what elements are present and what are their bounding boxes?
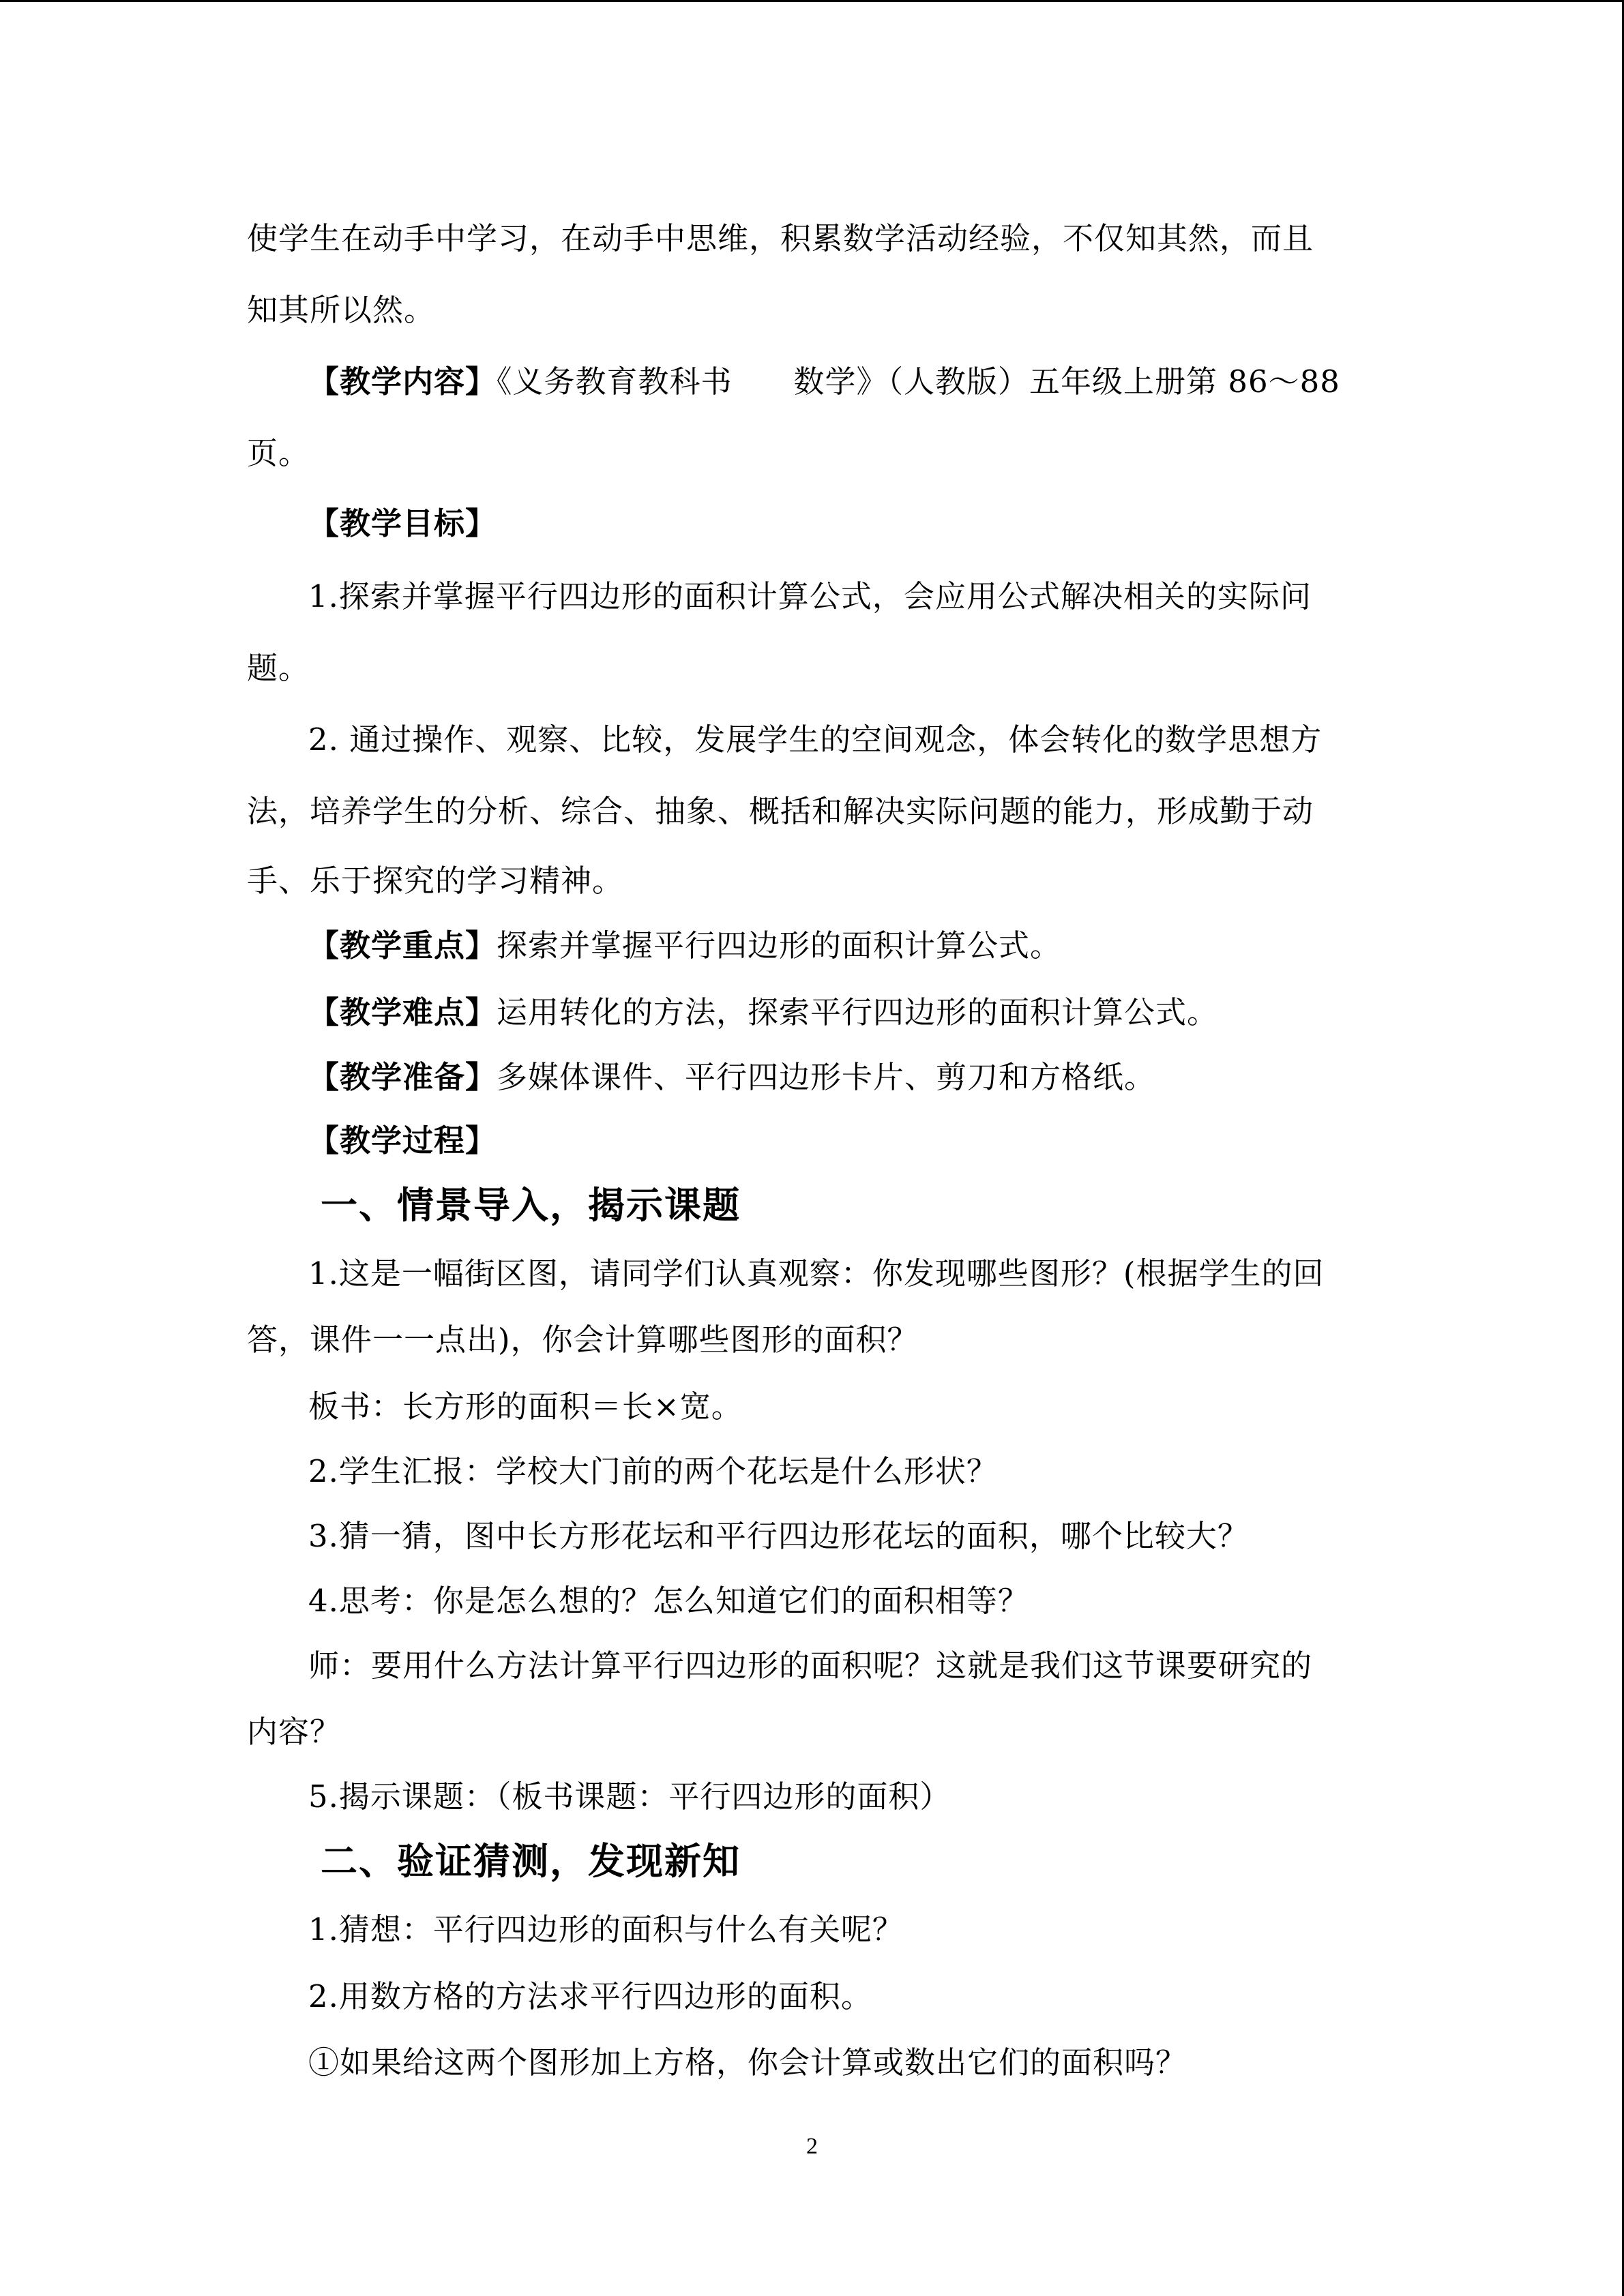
section-1-item: 1.这是一幅街区图，请同学们认真观察：你发现哪些图形？(根据学生的回 bbox=[308, 1255, 1325, 1292]
teaching-content-text-a: 《义务教育教科书 bbox=[497, 363, 733, 400]
section-1-item: 2.学生汇报：学校大门前的两个花坛是什么形状？ bbox=[308, 1453, 998, 1489]
board-note: 板书：长方形的面积＝长×宽。 bbox=[308, 1388, 743, 1425]
preparation-text: 多媒体课件、平行四边形卡片、剪刀和方格纸。 bbox=[497, 1059, 1156, 1095]
page-border-top bbox=[0, 0, 1624, 2]
teaching-content bbox=[308, 361, 1340, 402]
goal-1-line: 1.探索并掌握平行四边形的面积计算公式，会应用公式解决相关的实际问 bbox=[308, 578, 1312, 614]
section-2-heading: 二、验证猜测，发现新知 bbox=[321, 1840, 741, 1883]
difficulty-label: 【教学难点】 bbox=[308, 994, 497, 1030]
teacher-line: 内容？ bbox=[247, 1714, 342, 1750]
section-1-heading: 一、情景导入，揭示课题 bbox=[321, 1184, 741, 1227]
section-1-item: 5.揭示课题：（板书课题：平行四边形的面积） bbox=[308, 1778, 951, 1815]
teaching-process-label: 【教学过程】 bbox=[308, 1122, 497, 1159]
page-number: 2 bbox=[806, 2134, 818, 2159]
section-2-item: 2.用数方格的方法求平行四边形的面积。 bbox=[308, 1978, 872, 2014]
section-2-item: 1.猜想：平行四边形的面积与什么有关呢？ bbox=[308, 1911, 904, 1948]
teaching-goals-label: 【教学目标】 bbox=[308, 505, 497, 541]
preparation-label: 【教学准备】 bbox=[308, 1059, 497, 1095]
teacher-line: 师：要用什么方法计算平行四边形的面积呢？这就是我们这节课要研究的 bbox=[308, 1648, 1313, 1684]
paragraph-line: 使学生在动手中学习，在动手中思维，积累数学活动经验，不仅知其然，而且 bbox=[247, 220, 1314, 256]
section-1-item: 4.思考：你是怎么想的？怎么知道它们的面积相等？ bbox=[308, 1583, 1029, 1619]
goal-2-line: 手、乐于探究的学习精神。 bbox=[247, 863, 624, 899]
goal-2-line: 法，培养学生的分析、综合、抽象、概括和解决实际问题的能力，形成勤于动 bbox=[247, 793, 1314, 829]
section-1-item: 3.猜一猜，图中长方形花坛和平行四边形花坛的面积，哪个比较大？ bbox=[308, 1518, 1249, 1554]
section-1-item: 答，课件一一点出)，你会计算哪些图形的面积？ bbox=[247, 1322, 919, 1358]
paragraph-line: 页。 bbox=[247, 435, 310, 471]
section-2-item: ①如果给这两个图形加上方格，你会计算或数出它们的面积吗？ bbox=[308, 2044, 1187, 2081]
teaching-preparation bbox=[308, 1057, 1155, 1098]
difficulty-text: 运用转化的方法，探索平行四边形的面积计算公式。 bbox=[497, 994, 1219, 1030]
key-point-label: 【教学重点】 bbox=[308, 927, 497, 964]
key-point-text: 探索并掌握平行四边形的面积计算公式。 bbox=[497, 927, 1062, 964]
teaching-key-point bbox=[308, 925, 1061, 966]
goal-1-line: 题。 bbox=[247, 650, 310, 686]
teaching-difficulty bbox=[308, 992, 1218, 1033]
teaching-content-label: 【教学内容】 bbox=[308, 363, 497, 400]
paragraph-line: 知其所以然。 bbox=[247, 292, 436, 328]
goal-2-line: 2. 通过操作、观察、比较，发展学生的空间观念，体会转化的数学思想方 bbox=[308, 721, 1323, 758]
teaching-content-text-b: 数学》（人教版）五年级上册第 86～88 bbox=[793, 363, 1340, 400]
